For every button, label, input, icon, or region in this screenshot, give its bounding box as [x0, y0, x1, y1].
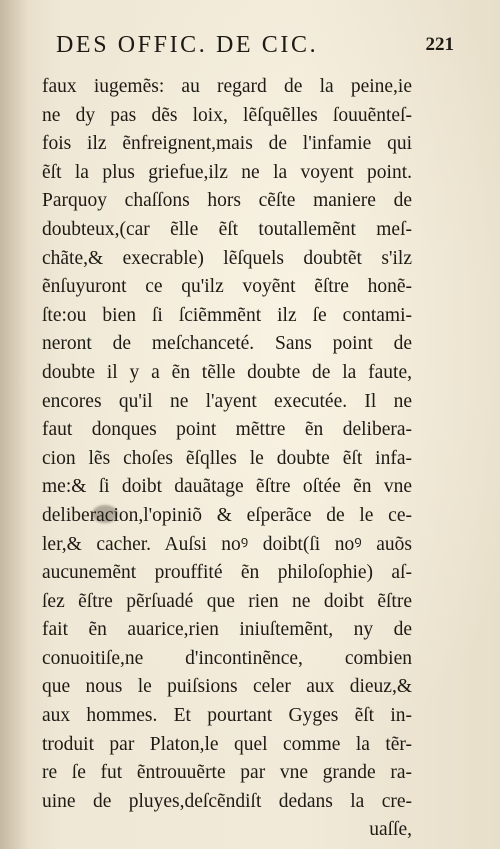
text-line: faux iugemẽs: au regard de la peine,ie — [42, 76, 412, 97]
body-text — [42, 73, 412, 845]
text-line: neront de meſchanceté. Sans point de — [42, 333, 412, 355]
gutter-shadow — [0, 0, 28, 849]
text-line: fois ilz ẽnfreignent,mais de l'infamie qui — [42, 133, 412, 155]
text-line: ẽſt la plus griefue,ilz ne la voyent point. — [42, 161, 412, 183]
text-line: fait ẽn auarice,rien iniuſtemẽnt, ny de — [42, 619, 412, 641]
text-line: doubte il y a ẽn tẽlle doubte de la faute, — [42, 361, 412, 383]
text-line: doubteux,(car ẽlle ẽſt toutallemẽnt meſ- — [42, 218, 412, 240]
text-line: me:& ſi doibt dauãtage ẽſtre oſtée ẽn vne — [42, 476, 412, 498]
text-line: conuoitiſe,ne d'incontinẽnce, combien — [42, 647, 412, 669]
text-line: aux hommes. Et pourtant Gyges ẽſt in- — [42, 705, 412, 727]
text-line: deliberacion,l'opiniõ & eſperãce de le ce- — [42, 504, 412, 526]
running-head-title: DES OFFIC. DE CIC. — [56, 32, 319, 58]
text-line: encores qu'il ne l'ayent executée. Il ne — [42, 390, 412, 412]
text-line: Parquoy chaſſons hors cẽſte maniere de — [42, 190, 412, 212]
page-number: 221 — [425, 34, 454, 55]
text-line: re ſe fut ẽntrouuẽrte par vne grande ra- — [42, 762, 412, 784]
catchword-line: uaſſe, — [369, 819, 412, 841]
text-line: ne dy pas dẽs loix, lẽſquẽlles ſouuẽnteſ- — [42, 104, 412, 126]
text-line: ẽnſuyuront ce qu'ilz voyẽnt ẽſtre honẽ- — [42, 276, 412, 298]
text-line: troduit par Platon,le quel comme la tẽr- — [42, 733, 412, 755]
text-line: cion lẽs choſes ẽſqlles le doubte ẽſt infa- — [42, 447, 412, 469]
text-line: ſez ẽſtre pẽrſuadé que rien ne doibt ẽſtre — [42, 590, 412, 612]
text-line: ler,& cacher. Auſsi noꝰ doibt(ſi noꝰ auõs — [42, 533, 412, 555]
text-line: que nous le puiſsions celer aux dieuz,& — [42, 676, 412, 698]
text-line: ſte:ou bien ſi ſciẽmmẽnt ilz ſe contami- — [42, 304, 412, 326]
text-line: chãte,& execrable) lẽſquels doubtẽt s'ilz — [42, 247, 412, 269]
text-line: aucunemẽnt prouffité ẽn philoſophie) aſ- — [42, 562, 412, 584]
text-line: faut donques point mẽttre ẽn delibera- — [42, 419, 412, 441]
text-line: uine de pluyes,deſcẽndiſt dedans la cre- — [42, 790, 412, 812]
